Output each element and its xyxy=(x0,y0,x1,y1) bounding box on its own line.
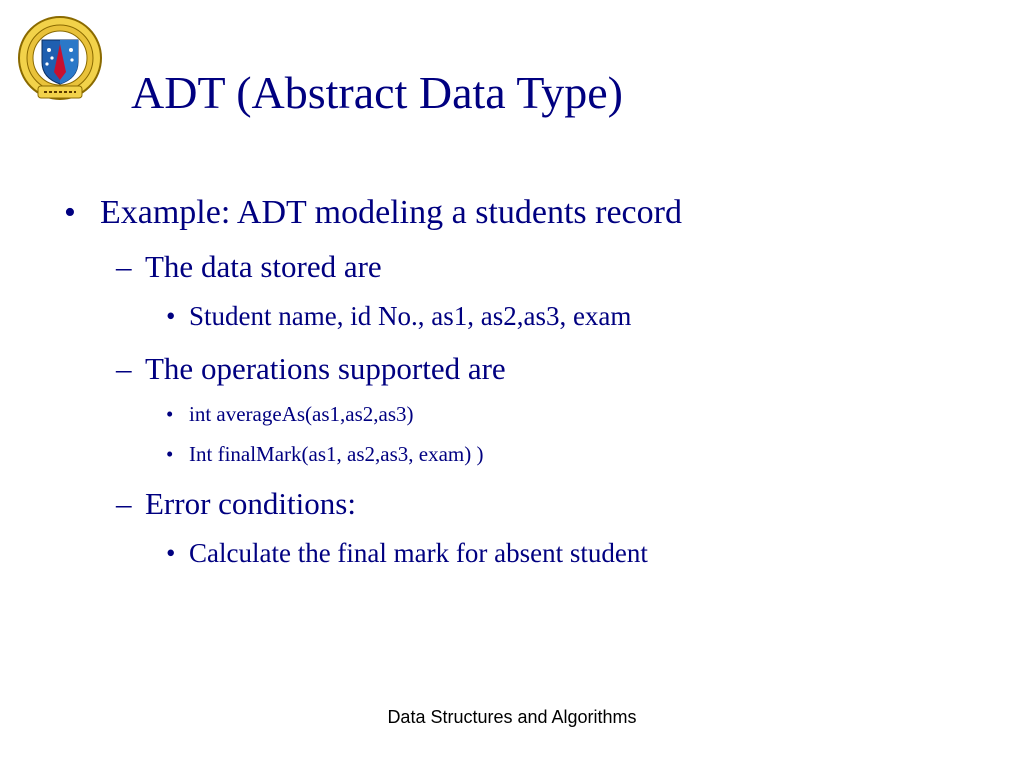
sub-bullet-text: The data stored are xyxy=(145,249,382,284)
bullet-marker: • xyxy=(166,442,174,466)
bullet-marker: • xyxy=(64,194,76,231)
institute-logo-icon xyxy=(16,14,104,104)
dash-marker: – xyxy=(116,486,132,521)
sub-bullet-text: Error conditions: xyxy=(145,486,356,521)
sub-sub-bullet-text: Int finalMark(as1, as2,as3, exam) ) xyxy=(189,442,484,466)
sub-sub-bullet-text: int averageAs(as1,as2,as3) xyxy=(189,402,414,426)
bullet-text: Example: ADT modeling a students record xyxy=(100,194,682,231)
slide-title: ADT (Abstract Data Type) xyxy=(131,67,623,118)
sub-bullet-text: The operations supported are xyxy=(145,351,506,386)
dash-marker: – xyxy=(116,249,132,284)
footer-text: Data Structures and Algorithms xyxy=(387,707,637,727)
bullet-marker: • xyxy=(166,301,176,331)
slide-footer xyxy=(0,707,1024,728)
bullet-marker: • xyxy=(166,538,176,568)
crest-graphic xyxy=(16,14,104,104)
dash-marker: – xyxy=(116,351,132,386)
bullet-marker: • xyxy=(166,402,174,426)
sub-sub-bullet-text: Calculate the final mark for absent student xyxy=(189,538,648,568)
sub-sub-bullet-text: Student name, id No., as1, as2,as3, exam xyxy=(189,301,632,331)
